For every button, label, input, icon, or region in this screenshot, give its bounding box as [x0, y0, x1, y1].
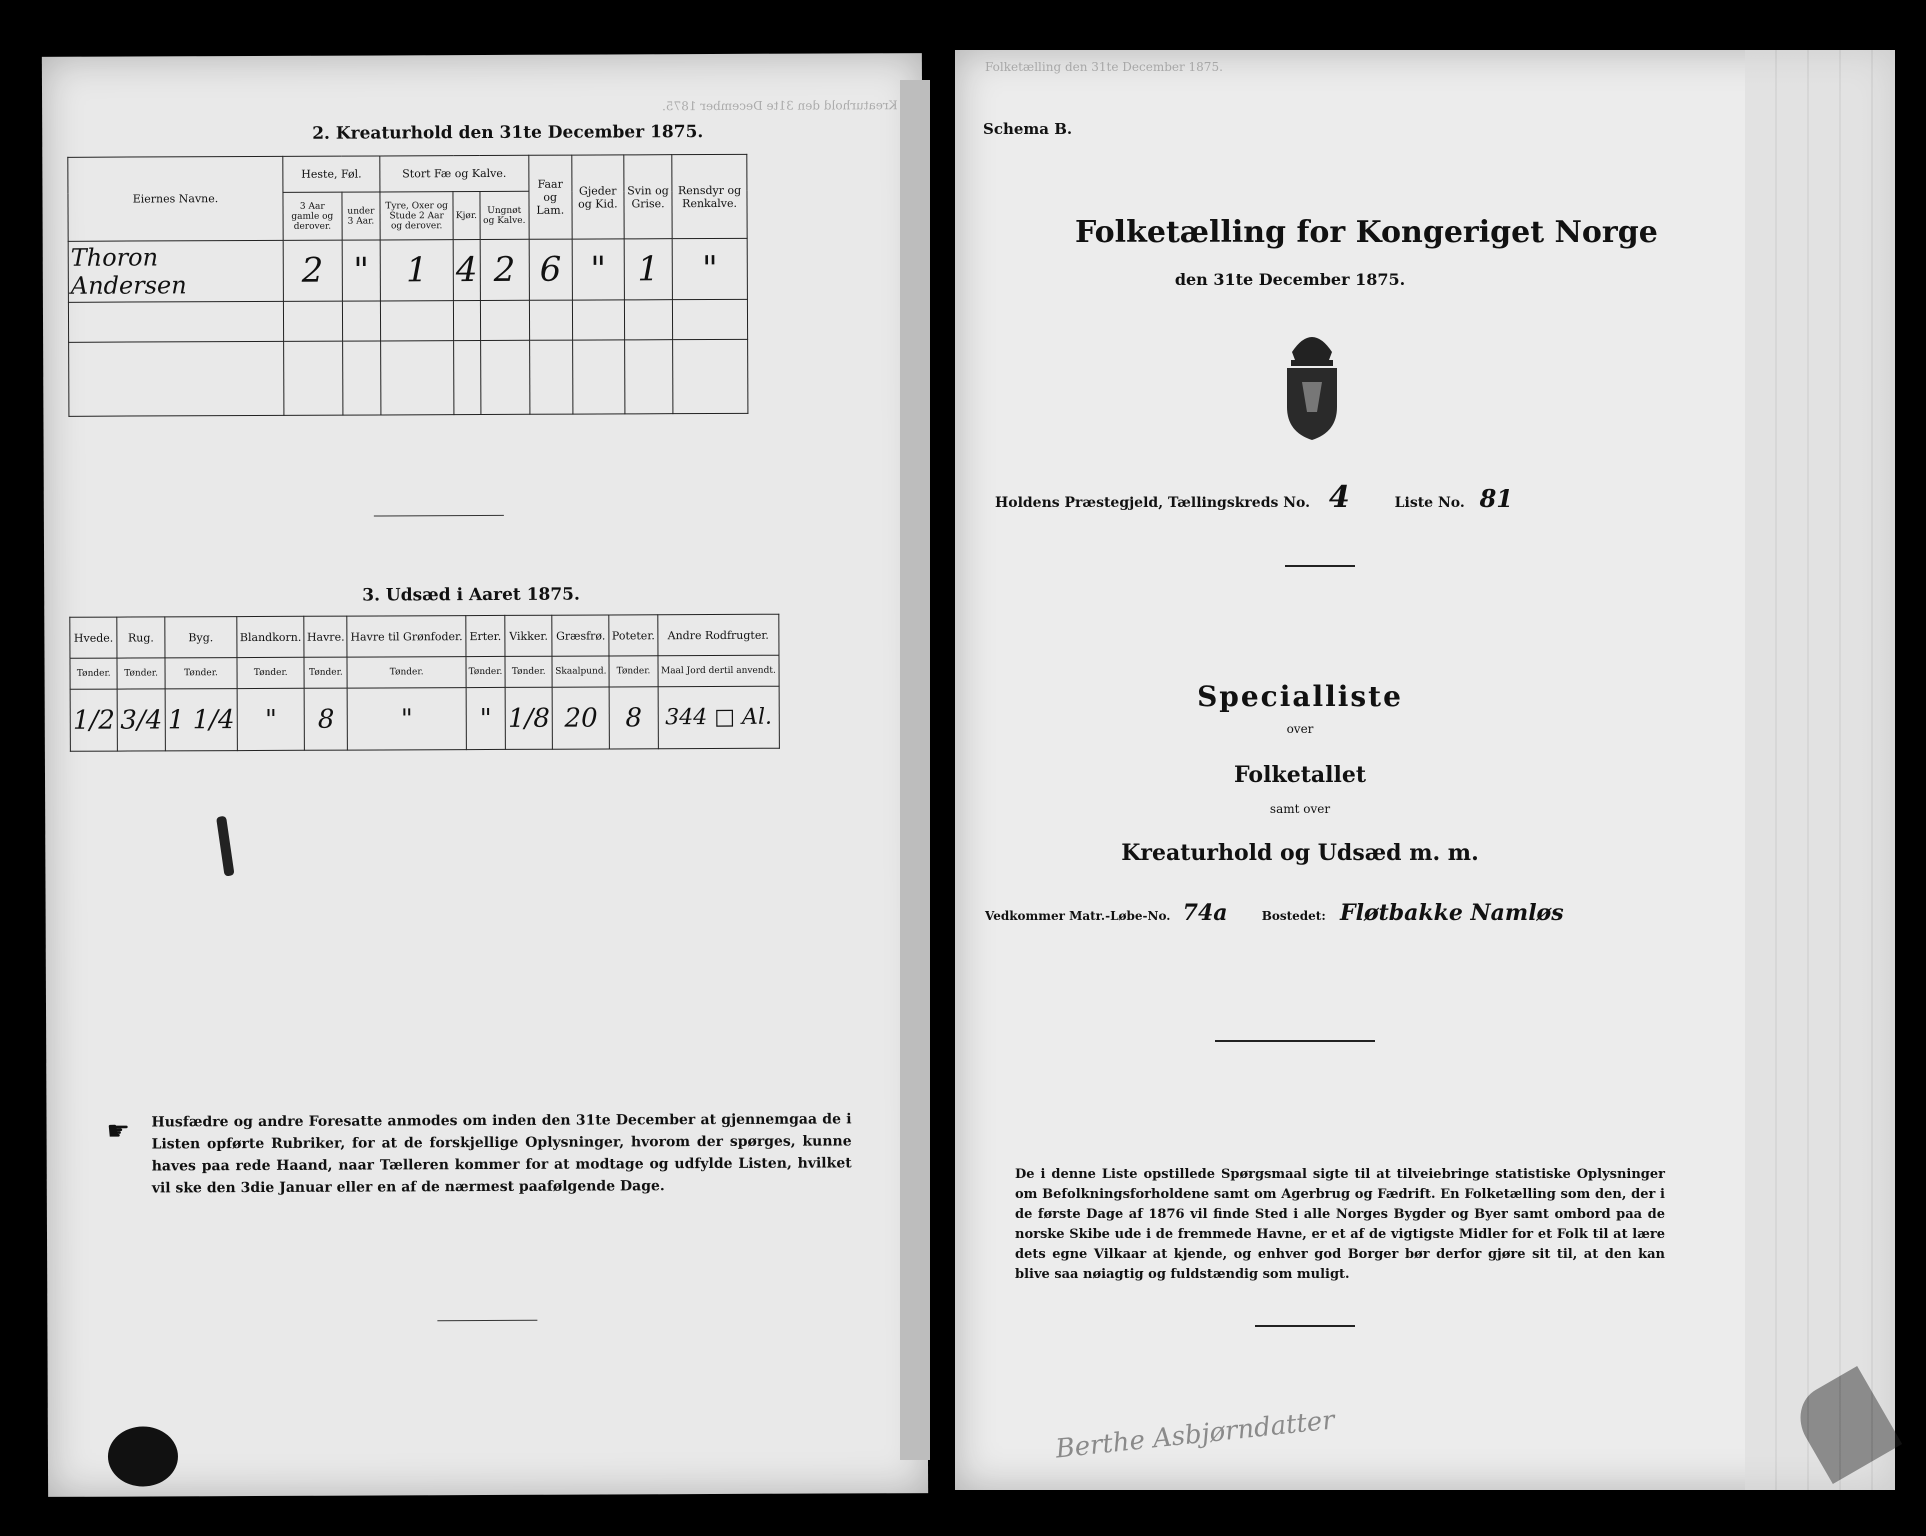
sub-stort-1: Tyre, Oxer og Stude 2 Aar og derover. — [380, 192, 453, 240]
stacked-pages-edge — [1745, 50, 1895, 1490]
livestock-cell: 2 — [283, 240, 342, 301]
section-3-title: 3. Udsæd i Aaret 1875. — [362, 584, 580, 606]
page-corner-shadow — [108, 1426, 178, 1486]
col-header: Hvede. — [70, 617, 118, 658]
unit-label: Maal Jord dertil anvendt. — [658, 655, 779, 686]
col-header: Andre Rodfrugter. — [658, 614, 779, 656]
page-gutter — [900, 80, 930, 1460]
col-heste-header: Heste, Føl. — [283, 156, 380, 192]
ink-mark — [216, 816, 235, 877]
list-label: Liste No. — [1394, 495, 1465, 511]
sowing-cell: " — [348, 688, 467, 750]
left-page — [42, 53, 928, 1497]
property-line — [985, 900, 1564, 926]
coat-of-arms-icon — [1277, 322, 1347, 442]
col-gjeder-header: Gjeder og Kid. — [572, 155, 624, 239]
sub-heste-2: under 3 Aar. — [342, 192, 381, 240]
folketallet-title: Folketallet — [1234, 762, 1366, 788]
col-stort-fae-header: Stort Fæ og Kalve. — [380, 155, 529, 192]
signature: Berthe Asbjørndatter — [1054, 1405, 1337, 1465]
schema-label: Schema B. — [983, 120, 1073, 138]
info-paragraph: De i denne Liste opstillede Spørgsmaal sigte til at tilveiebringe statistiske Oplysninger om Befolkningsforholdene samt om Agerbrug og Fædrift. En Folketælling som den, der i de første Dage af 1876 vil finde Sted i alle Norges Bygder og Byer samt ombord paa de norske Skibe ude i de fremmede Havne, er et af de vigtigste Midler for et Folk til at lære dets egne Vilkaar at kjende, og enhver god Borger bør derfor gjøre sit til, at den kan blive saa nøiagtig og fuldstændig som muligt. — [1015, 1167, 1665, 1282]
divider — [374, 515, 504, 517]
col-header: Blandkorn. — [237, 616, 304, 658]
sowing-cell: 8 — [304, 688, 347, 750]
matr-label: Vedkommer Matr.-Løbe-No. — [985, 909, 1171, 923]
col-header: Vikker. — [505, 615, 553, 656]
kreaturhold-title: Kreaturhold og Udsæd m. m. — [1121, 840, 1479, 866]
col-header: Poteter. — [609, 615, 658, 656]
col-header: Havre til Grønfoder. — [347, 616, 466, 658]
livestock-cell: 6 — [529, 239, 572, 300]
section-2-title: 2. Kreaturhold den 31te December 1875. — [312, 122, 704, 144]
sowing-cell: " — [237, 688, 304, 750]
unit-label: Tønder. — [466, 657, 505, 688]
bosted-value: Fløtbakke Namløs — [1339, 900, 1564, 926]
subtitle: den 31te December 1875. — [1174, 270, 1406, 289]
livestock-cell: 1 — [380, 240, 453, 301]
livestock-cell: " — [672, 238, 747, 299]
col-faar-header: Faar og Lam. — [529, 155, 572, 239]
unit-label: Tønder. — [609, 656, 658, 687]
owner-name: Thoron Andersen — [68, 240, 283, 302]
unit-label: Tønder. — [304, 657, 347, 688]
samt-over-text: samt over — [1269, 802, 1331, 816]
sub-stort-3: Ungnøt og Kalve. — [480, 191, 529, 239]
sowing-cell: 1/8 — [505, 687, 553, 749]
col-svin-header: Svin og Grise. — [624, 155, 673, 239]
divider — [437, 1320, 537, 1321]
livestock-cell: " — [342, 240, 381, 301]
sowing-cell: 8 — [609, 687, 658, 749]
table-row — [69, 339, 748, 416]
livestock-cell: 4 — [453, 240, 480, 301]
main-title: Folketælling for Kongeriget Norge — [1075, 215, 1658, 250]
divider — [1285, 565, 1355, 567]
matr-number: 74a — [1182, 900, 1228, 926]
livestock-cell: " — [572, 239, 624, 300]
col-header: Byg. — [165, 617, 238, 659]
unit-label: Tønder. — [237, 658, 304, 689]
unit-label: Tønder. — [347, 657, 466, 688]
unit-label: Tønder. — [505, 656, 552, 687]
unit-label: Tønder. — [165, 658, 238, 689]
livestock-cell: 2 — [480, 239, 529, 300]
table-row — [68, 238, 747, 302]
list-number: 81 — [1479, 484, 1513, 513]
unit-label: Tønder. — [117, 658, 164, 689]
sowing-cell: 1/2 — [70, 689, 118, 751]
sowing-cell: 1 1/4 — [165, 689, 238, 751]
bleed-through-header: Folketælling den 31te December 1875. — [985, 60, 1223, 74]
sub-heste-1: 3 Aar gamle og derover. — [283, 192, 342, 240]
right-page — [955, 50, 1895, 1490]
col-rensdyr-header: Rensdyr og Renkalve. — [672, 154, 747, 238]
sowing-cell: 20 — [553, 687, 610, 749]
sowing-cell: 3/4 — [117, 689, 165, 751]
bosted-label: Bostedet: — [1261, 909, 1326, 923]
col-header: Græsfrø. — [552, 615, 609, 656]
col-header: Havre. — [304, 616, 347, 657]
col-owner-header: Eiernes Navne. — [68, 156, 283, 241]
over-text: over — [1286, 722, 1314, 736]
col-header: Rug. — [117, 617, 165, 658]
livestock-table — [67, 154, 748, 417]
divider — [1215, 1040, 1375, 1042]
location-line — [995, 480, 1513, 515]
sowing-cell: " — [466, 688, 505, 750]
notice-text: Husfædre og andre Foresatte anmodes om inden den 31te December at gjennemgaa de i Listen opførte Rubriker, for at de forskjellige Oplysninger, hvorom der spørges, kunne haves paa rede Haand, naar Tælleren kommer for at modtage og udfylde Listen, hvilket vil ske den 3die Januar eller en af de nærmest paafølgende Dage. — [151, 1111, 852, 1197]
col-header: Erter. — [466, 615, 505, 656]
table-row — [68, 299, 747, 342]
sowing-cell: 344 □ Al. — [658, 686, 780, 748]
livestock-cell: 1 — [624, 239, 673, 300]
district-number: 4 — [1328, 480, 1350, 515]
table-row — [70, 686, 779, 751]
bleed-through-text: Kreaturhold den 31te December 1875. — [662, 98, 898, 114]
unit-label: Skaalpund. — [552, 656, 609, 687]
sowing-table — [69, 614, 780, 752]
specialliste-title: Specialliste — [1197, 680, 1403, 713]
parish-label: Holdens Præstegjeld, Tællingskreds No. — [995, 495, 1311, 511]
unit-label: Tønder. — [70, 658, 117, 689]
sub-stort-2: Kjør. — [453, 192, 480, 240]
divider — [1255, 1325, 1355, 1327]
pointing-hand-icon: ☛ — [106, 1116, 130, 1147]
